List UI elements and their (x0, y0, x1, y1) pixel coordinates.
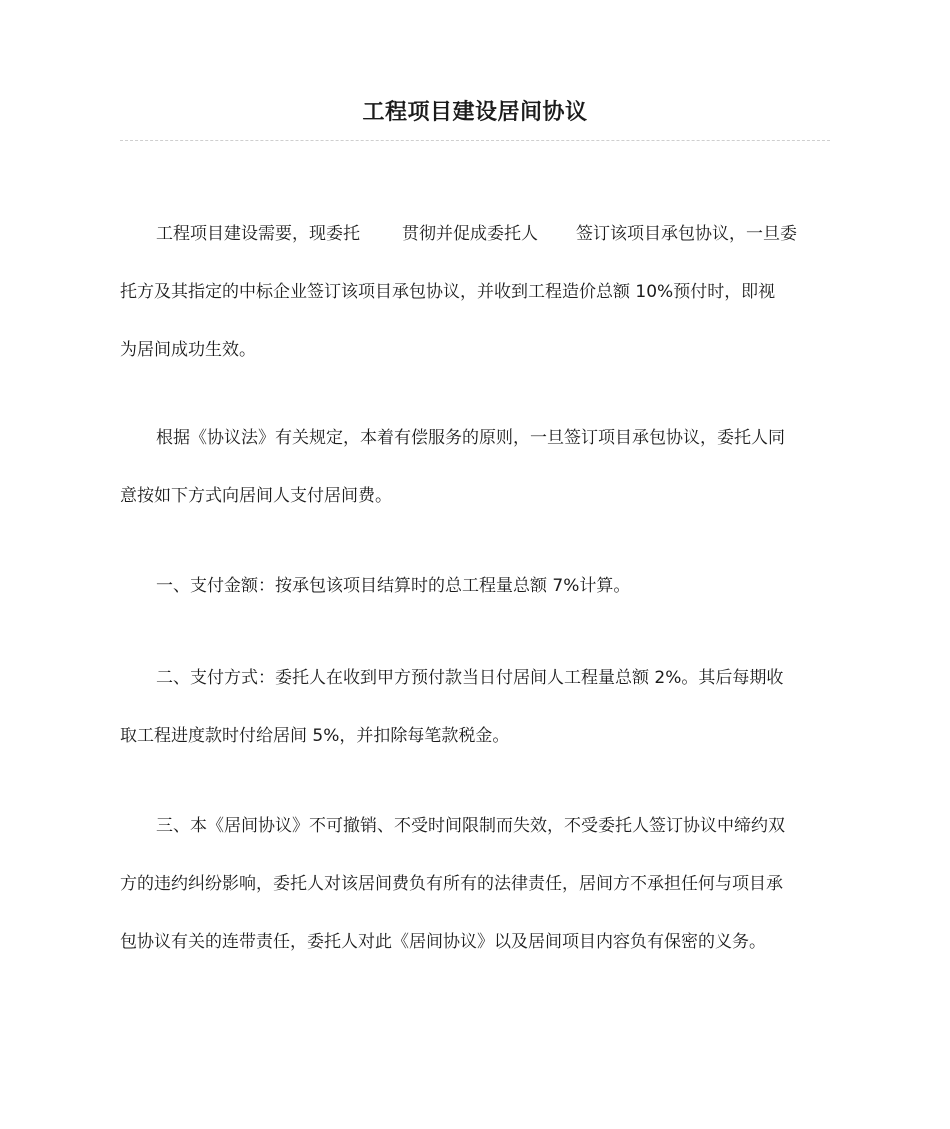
text-segment: 贯彻并促成委托人 (402, 224, 538, 244)
text-segment: 工程项目建设需要，现委托 (156, 224, 360, 244)
clause-irrevocability-line-2: 方的违约纠纷影响，委托人对该居间费负有所有的法律责任，居间方不承担任何与项目承 (120, 874, 783, 894)
paragraph-legal-basis-line-1: 根据《协议法》有关规定，本着有偿服务的原则，一旦签订项目承包协议，委托人同 (156, 428, 785, 448)
clause-payment-method (120, 649, 830, 765)
paragraph-commission-line-1 (156, 224, 797, 244)
title-divider (120, 140, 830, 141)
paragraph-commission-line-3: 为居间成功生效。 (120, 340, 256, 360)
text-segment: 签订该项目承包协议，一旦委 (576, 224, 797, 244)
paragraph-legal-basis (120, 409, 830, 525)
clause-irrevocability-line-3: 包协议有关的连带责任，委托人对此《居间协议》以及居间项目内容负有保密的义务。 (120, 932, 766, 952)
clause-payment-method-line-1: 二、支付方式：委托人在收到甲方预付款当日付居间人工程量总额 2%。其后每期收 (156, 668, 784, 688)
paragraph-commission-line-2: 托方及其指定的中标企业签订该项目承包协议，并收到工程造价总额 10%预付时，即视 (120, 282, 776, 302)
clause-payment-method-line-2: 取工程进度款时付给居间 5%，并扣除每笔款税金。 (120, 726, 510, 746)
clause-payment-amount-line-1: 一、支付金额：按承包该项目结算时的总工程量总额 7%计算。 (156, 576, 631, 596)
paragraph-commission (120, 205, 830, 379)
paragraph-legal-basis-line-2: 意按如下方式向居间人支付居间费。 (120, 486, 392, 506)
document-title: 工程项目建设居间协议 (362, 100, 588, 125)
clause-irrevocability (120, 797, 830, 971)
clause-payment-amount (120, 557, 830, 615)
clause-irrevocability-line-1: 三、本《居间协议》不可撤销、不受时间限制而失效，不受委托人签订协议中缔约双 (156, 816, 785, 836)
